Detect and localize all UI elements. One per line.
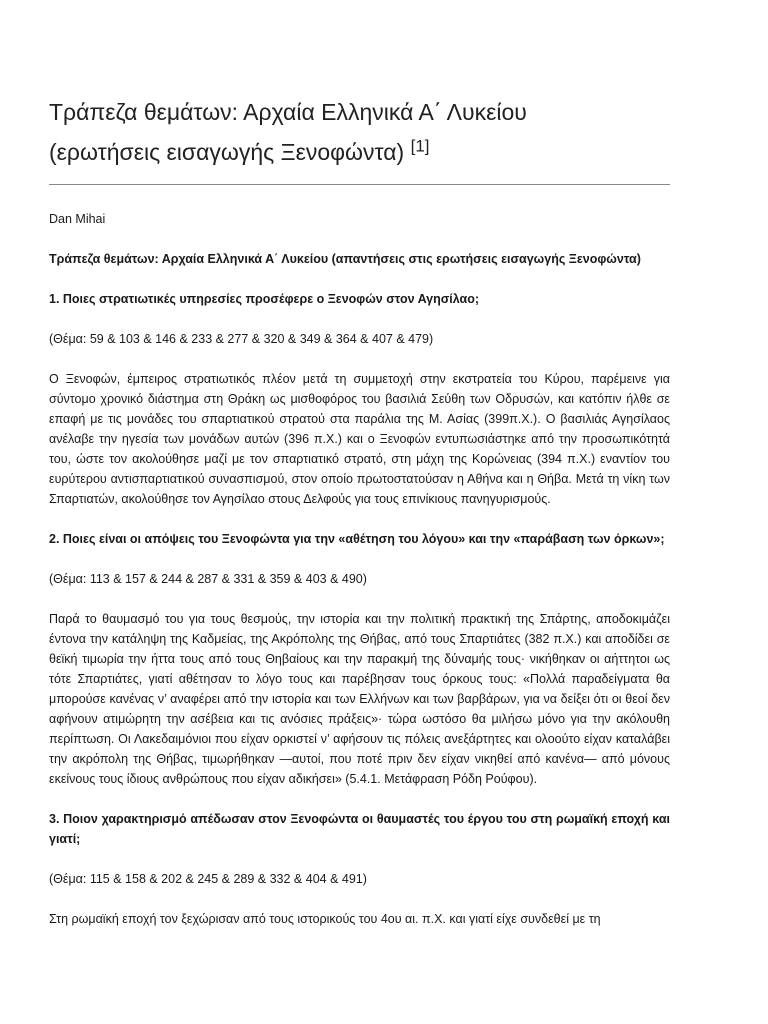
topics-2: (Θέμα: 113 & 157 & 244 & 287 & 331 & 359 & 403 & 490) xyxy=(49,572,367,586)
title-line-2: (ερωτήσεις εισαγωγής Ξενοφώντα) xyxy=(49,139,405,165)
title-line-1: Τράπεζα θεμάτων: Αρχαία Ελληνικά Α΄ Λυκείου xyxy=(49,99,527,125)
question-1: 1. Ποιες στρατιωτικές υπηρεσίες προσέφερε ο Ξενοφών στον Αγησίλαο; xyxy=(49,292,480,306)
document-title xyxy=(49,0,670,172)
author-name: Dan Mihai xyxy=(49,212,106,226)
question-3: 3. Ποιον χαρακτηρισμό απέδωσαν στον Ξενοφώντα οι θαυμαστές του έργου του στη ρωμαϊκή εποχή και γιατί; xyxy=(49,812,670,846)
footnote-reference[interactable]: [1] xyxy=(410,136,430,156)
answer-2: Παρά το θαυμασμό του για τους θεσμούς, την ιστορία και την πολιτική πρακτική της Σπάρτης, αποδοκιμάζει έντονα την κατάληψη της Καδμείας, της Ακρόπολης της Θήβας, από τους Σπαρτιάτες (382 π.Χ.) και αποδίδει σε θεϊκή τιμωρία την ήττα τους από τους Θηβαίους και την παρακμή της δύναμής τους· νικήθηκαν οι αήττητοι ως τότε Σπαρτιάτες, γιατί αθέτησαν το λόγο τους και παρέβησαν τους όρκους τους: «Πολλά παραδείγματα θα μπορούσε κανένας ν’ αναφέρει από την ιστορία και των Ελλήνων και των βαρβάρων, για να δείξει ότι οι θεοί δεν αφήνουν ατιμώρητη την ασέβεια και τις ανόσιες πράξεις»· τώρα ωστόσο θα μιλήσω μόνο για την ακόλουθη περίπτωση. Οι Λακεδαιμόνιοι που είχαν ορκιστεί ν’ αφήσουν τις πόλεις ανεξάρτητες και ολοούτο είχαν καταλάβει την ακρόπολη της Θήβας, τιμωρήθηκαν —αυτοί, που ποτέ πριν δεν είχαν νικηθεί από κανένα— από μόνους εκείνους τους ίδιους ανθρώπους που είχαν αδικήσει» (5.4.1. Μετάφραση Ρόδη Ρούφου). xyxy=(49,612,670,786)
title-divider xyxy=(49,184,670,185)
topics-3: (Θέμα: 115 & 158 & 202 & 245 & 289 & 332 & 404 & 491) xyxy=(49,872,367,886)
answer-1: Ο Ξενοφών, έμπειρος στρατιωτικός πλέον μετά τη συμμετοχή στην εκστρατεία του Κύρου, παρέμεινε για σύντομο χρονικό διάστημα στη Θράκη ως μισθοφόρος του βασιλιά Σεύθη των Οδρυσών, και κατόπιν ήλθε σε επαφή με τις μονάδες του σπαρτιατικού στρατού στα παράλια της Μ. Ασίας (399π.Χ.). Ο βασιλιάς Αγησίλαος ανέλαβε την ηγεσία των μονάδων αυτών (396 π.Χ.) και ο Ξενοφών εντυπωσιάστηκε από την προσωπικότητά του, ώστε τον ακολούθησε μαζί με τον σπαρτιατικό στρατό, στη μάχη της Κορώνειας (394 π.Χ.) εναντίον του ευρύτερου αντισπαρτιατικού συνασπισμού, στον οποίο πρωτοστατούσαν η Αθήνα και η Θήβα. Μετά τη νίκη των Σπαρτιατών, ακολούθησε τον Αγησίλαο στους Δελφούς για τους επινίκιους πανηγυρισμούς. xyxy=(49,372,670,506)
document-page xyxy=(49,0,670,929)
answer-3: Στη ρωμαϊκή εποχή τον ξεχώρισαν από τους ιστορικούς του 4ου αι. π.Χ. και γιατί είχε συνδεθεί με τη xyxy=(49,912,601,926)
document-subtitle: Τράπεζα θεμάτων: Αρχαία Ελληνικά Α΄ Λυκείου (απαντήσεις στις ερωτήσεις εισαγωγής Ξενοφώντα) xyxy=(49,252,641,266)
topics-1: (Θέμα: 59 & 103 & 146 & 233 & 277 & 320 & 349 & 364 & 407 & 479) xyxy=(49,332,434,346)
question-2: 2. Ποιες είναι οι απόψεις του Ξενοφώντα για την «αθέτηση του λόγου» και την «παράβαση των όρκων»; xyxy=(49,532,665,546)
